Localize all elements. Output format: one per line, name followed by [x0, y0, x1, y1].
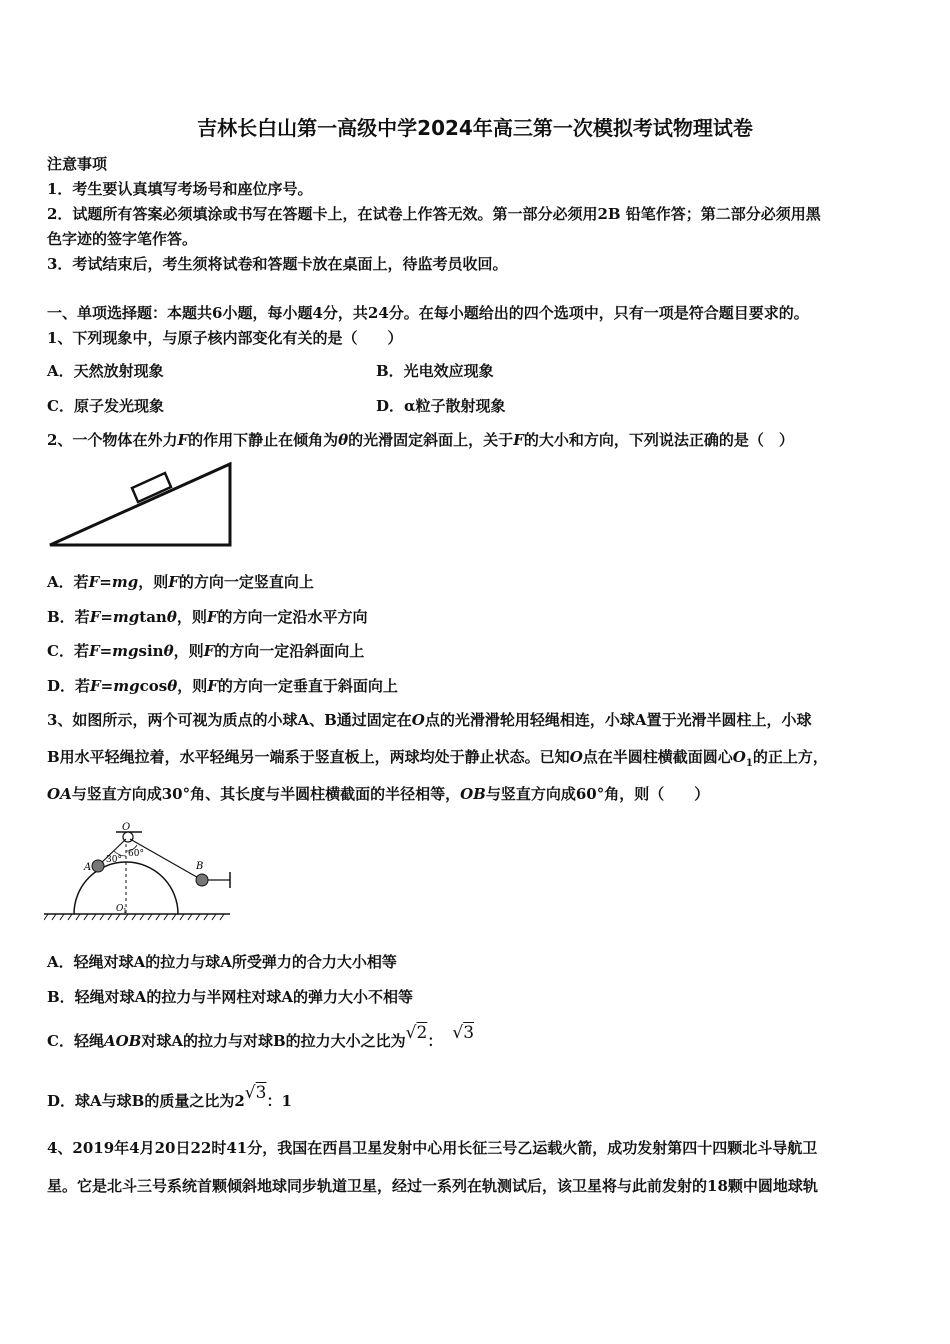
section-heading: 一、单项选择题：本题共6小题，每小题4分，共24分。在每小题给出的四个选项中，只有一项是符合题目要求的。	[47, 304, 809, 322]
rope-ob	[130, 839, 202, 880]
q3-option-a: A．轻绳对球A的拉力与球A所受弹力的合力大小相等	[47, 953, 397, 971]
label-o1: O	[116, 904, 124, 914]
q1-option-c: C．原子发光现象	[47, 397, 164, 415]
label-30: 30°	[106, 855, 122, 865]
pulley-figure	[44, 820, 240, 928]
ball-b	[196, 874, 208, 886]
label-a: A	[84, 862, 92, 873]
q1-option-d: D．α粒子散射现象	[376, 397, 506, 415]
q2-option-b: B．若F=mgtanθ，则F的方向一定沿水平方向	[47, 608, 368, 626]
q2-option-a: A．若F=mg，则F的方向一定竖直向上	[47, 573, 314, 591]
incline-triangle	[50, 464, 230, 545]
q2-stem: 2、一个物体在外力F的作用下静止在倾角为θ的光滑固定斜面上，关于F的大小和方向，下列说法正确的是（ ）	[47, 431, 794, 449]
sqrt-2: √2	[405, 1023, 428, 1043]
ball-a	[92, 860, 104, 872]
q2-option-c: C．若F=mgsinθ，则F的方向一定沿斜面向上	[47, 642, 365, 660]
label-60: 60°	[128, 849, 144, 859]
label-o: O	[122, 822, 131, 833]
q3-stem-line2: B用水平轻绳拉着，水平轻绳另一端系于竖直板上，两球均处于静止状态。已知O点在半圆柱横截面圆心$O_1$的正上方，	[47, 748, 828, 769]
notice-item: 2．试题所有答案必须填涂或书写在答题卡上，在试卷上作答无效。第一部分必须用2B 铅笔作答；第二部分必须用黑	[47, 205, 821, 223]
notice-item: 1．考生要认真填写考场号和座位序号。	[47, 180, 313, 198]
ground-hatch	[44, 914, 224, 920]
sqrt-3: √3	[452, 1023, 475, 1043]
q3-stem-line3: OA与竖直方向成30°角、其长度与半圆柱横截面的半径相等，OB与竖直方向成60°角，则（ ）	[47, 785, 710, 803]
q1-option-a: A．天然放射现象	[47, 362, 164, 380]
q3-option-c: C．轻绳AOB对球A的拉力与对球B的拉力大小之比为√2： √3	[47, 1023, 475, 1050]
block-on-incline	[132, 473, 171, 502]
notice-item: 3．考试结束后，考生须将试卷和答题卡放在桌面上，待监考员收回。	[47, 255, 508, 273]
q4-stem-line2: 星。它是北斗三号系统首颗倾斜地球同步轨道卫星，经过一系列在轨测试后，该卫星将与此前发射的18颗中圆地球轨	[47, 1177, 818, 1195]
q1-option-b: B．光电效应现象	[376, 362, 494, 380]
q1-stem: 1、下列现象中，与原子核内部变化有关的是（ ）	[47, 329, 403, 347]
notice-heading: 注意事项	[47, 155, 108, 173]
q3-option-d: D．球A与球B的质量之比为2√3：1	[47, 1083, 292, 1110]
q3-stem-line1: 3、如图所示，两个可视为质点的小球A、B通过固定在O点的光滑滑轮用轻绳相连，小球A置于光滑半圆柱上，小球	[47, 711, 812, 729]
notice-item: 色字迹的签字笔作答。	[47, 230, 198, 248]
q4-stem-line1: 4、2019年4月20日22时41分，我国在西昌卫星发射中心用长征三号乙运载火箭，成功发射第四十四颗北斗导航卫	[47, 1139, 818, 1157]
label-o1-sub: 1	[123, 908, 127, 915]
page-title: 吉林长白山第一高级中学2024年高三第一次模拟考试物理试卷	[197, 116, 753, 140]
q3-option-b: B．轻绳对球A的拉力与半网柱对球A的弹力大小不相等	[47, 988, 413, 1006]
incline-figure	[46, 460, 236, 552]
label-b: B	[196, 861, 204, 872]
sqrt-3: √3	[244, 1083, 267, 1103]
q2-option-d: D．若F=mgcosθ，则F的方向一定垂直于斜面向上	[47, 677, 398, 695]
